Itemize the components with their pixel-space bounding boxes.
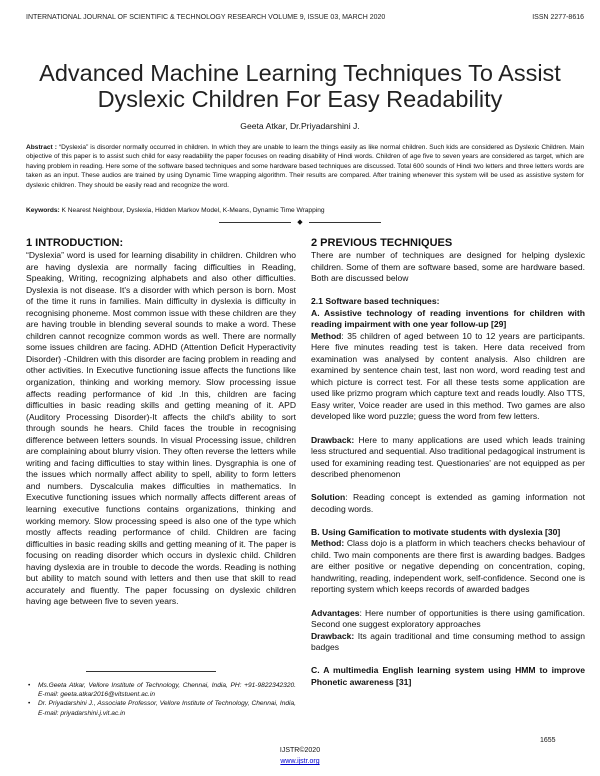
label: Advantages	[311, 607, 360, 618]
technique-c-title: C. A multimedia English learning system using HMM to improve Phonetic awareness [31]	[311, 665, 585, 687]
prev-heading: 2 PREVIOUS TECHNIQUES	[311, 237, 453, 249]
paper-title: Advanced Machine Learning Techniques To Assist Dyslexic Children For Easy Readability	[39, 60, 561, 112]
text: Here to many applications are used which leads training less structured and sequential. Also traditional pedagogical instrument is used for examining reading test. Questionaries' are not equipped as per described phenomenon	[311, 434, 585, 480]
left-column	[26, 237, 296, 608]
text: : 35 children of aged between 10 to 12 years are participants. Here five minutes reading test is taken. Here data received from examination was analysed by content analysis. Also children are examined by sentence chain test, last non word, word reading test and which picture is correct test. For all these tests some application are used like prizmo program which capture text and reads loudly. Also TTS, Easy writer, Voice reader are used in this method. Two games are also developed like word puzzle; guess the word from few letters.	[311, 330, 585, 422]
diamond-icon: ◆	[297, 219, 303, 226]
technique-a-drawback	[311, 435, 585, 481]
issn: ISSN 2277-8616	[532, 14, 584, 21]
technique-b-method	[311, 538, 585, 596]
abstract-text: “Dyslexia” is disorder normally occurred in children. In which they are unable to learn the things easily as like normal children. Such kids are considered as Dyslexic Children. Main objective of this paper is to assist such child for easy readability the paper focuses on reading disability of Hindi words. Children of age five to seven years are considered as target, which are having problem in reading. Here some of the software based techniques and some hardware based techniques are discussed. Total 600 sounds of Hindi two letters and three letters words are taken as an input. These audios are trained by using Dynamic Time wrapping algorithm. Their results are compared. After training whenever this system will be used as assistive system for dyslexic children. They should be easily read and recognize the word.	[26, 144, 584, 189]
footnote: • Dr. Priyadarshini J., Associate Professor, Vellore Institute of Technology, Chennai, India, E-mail: priyadarshini.j.vit.ac.in	[26, 699, 296, 717]
footnote: • Ms.Geeta Atkar, Vellore Institute of Technology, Chennai, India, PH: +91-9822342320. E-mail: geeta.atkar2016@vitstuent.ac.in	[26, 681, 296, 699]
subsection-heading: 2.1 Software based techniques:	[311, 296, 440, 307]
technique-a-solution	[311, 492, 585, 515]
footer-url-link[interactable]: www.ijstr.org	[280, 758, 320, 765]
abstract-label: Abstract :	[26, 144, 57, 151]
technique-b-advantages	[311, 608, 585, 631]
text: Class dojo is a platform in which teachers checks behaviour of child. Two main components are there first is awarding badges. Badges are either positive or negative depending on concentration, coping, handwriting, reading, independent work, self-confidence. Second one is reporting system which keeps records of awarded badges	[311, 538, 585, 595]
label: Solution	[311, 492, 346, 503]
keywords-label: Keywords:	[26, 207, 60, 214]
footnotes	[26, 681, 296, 718]
intro-text: “Dyslexia” word is used for learning disability in children. Children who are having dyslexia are normally facing difficulties in Reading, Speaking, Writing, recognizing alphabets and also other difficulties. Dyslexia is not disease. It's a disorder with which person is born. Most of the time it runs in families. Main difficulty in dyslexia is difficulty in recognising phoneme. Most common issue with these children are they are having trouble in blending several sounds to make a word. These children cannot recognize common words as well. There are normally some issues children are facing. ADHD (Attention Deficit Hyperactivity Disorder) -Children with this disorder are facing problem in reading and other activities. In Executive functioning issue affects the functions like organization, thinking and working memory. Slow processing issue affects reading performance of kid .In this, children are facing difficulties in basic reading skills and getting meaning of it. APD (Auditory Processing Disorder)-It affects the child's ability to sort through sounds he hears. Child faces the trouble in recognising difference between letters sounds. In visual Processing issue, children are complaining about blurry vision. They often reverse the letters while writing and facing difficulties to stay within lines. Dysgraphia is one of the issues which normally affect ability to spell, ability to form letters and numbers. Dyscalculia makes difficulties in mathematics. In Executive functioning issues which normally affects different areas of learning executive functions contains organizations, thinking and working memory. Slow processing speed is also one of the type which mostly affects reading performance of child. Children are facing difficulties in basic reading skills and getting meaning of it. The paper is focusing on reading disorder which occurs in dyslexic child. Children having dyslexia are in trouble to decode the words. Reading is nothing but ability to match sound with letters and then use that skill to read accurately and fluently. The paper focussing on dyslexic children having age between five to seven years.	[26, 250, 296, 607]
keywords-text: K Nearest Neighbour, Dyslexia, Hidden Markov Model, K-Means, Dynamic Time Wrapping	[59, 207, 325, 214]
technique-b-drawback	[311, 631, 585, 654]
text: : Reading concept is extended as gaming information not decoding words.	[311, 492, 585, 514]
technique-b-title: B. Using Gamification to motivate students with dyslexia [30]	[311, 526, 561, 537]
prev-intro: There are number of techniques are designed for helping dyslexic children. Some of them are software based, some are hardware based. Both are discussed below	[311, 250, 585, 284]
footer-code: IJSTR©2020	[279, 747, 321, 754]
label: Method	[311, 330, 342, 341]
journal-name: INTERNATIONAL JOURNAL OF SCIENTIFIC & TECHNOLOGY RESEARCH VOLUME 9, ISSUE 03, MARCH 2020	[26, 14, 386, 21]
page-number: 1655	[540, 737, 556, 744]
label: Drawback:	[311, 434, 355, 445]
text: : Here number of opportunities is there using gamification. Second one suggest exploratory approaches	[311, 607, 585, 630]
technique-a-title: A. Assistive technology of reading inventions for children with reading impairment with one year follow-up [29]	[311, 307, 585, 330]
text: Its again traditional and time consuming method to assign badges	[311, 630, 585, 653]
footnote-rule	[86, 671, 216, 672]
keywords	[26, 207, 584, 214]
running-header	[26, 14, 584, 21]
section-divider	[0, 218, 600, 226]
label: Drawback:	[311, 630, 355, 641]
technique-a-method	[311, 331, 585, 423]
label: Method:	[311, 538, 345, 549]
abstract	[26, 143, 584, 190]
right-column	[311, 237, 585, 688]
authors: Geeta Atkar, Dr.Priyadarshini J.	[240, 121, 360, 131]
intro-heading: 1 INTRODUCTION:	[26, 237, 124, 249]
